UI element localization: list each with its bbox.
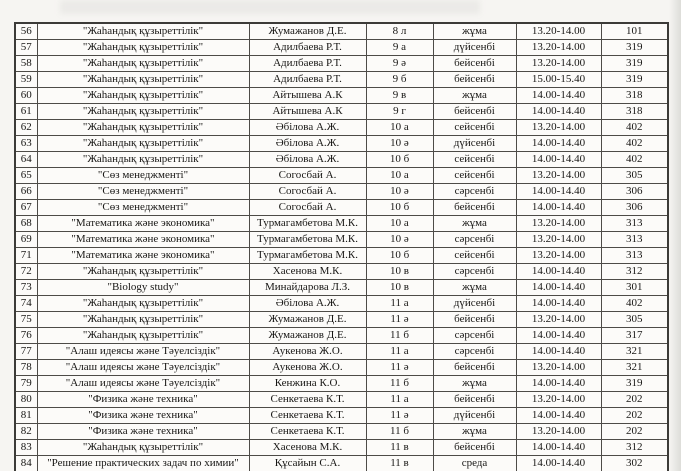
course-name-cell: "Жаһандық құзыреттілік" <box>37 23 249 40</box>
time-cell: 14.00-14.40 <box>516 376 601 392</box>
grade-cell: 9 в <box>366 88 433 104</box>
day-cell: сәрсенбі <box>433 328 516 344</box>
course-name-cell: "Алаш идеясы және Тәуелсіздік" <box>37 344 249 360</box>
course-name-cell: "Жаһандық құзыреттілік" <box>37 264 249 280</box>
table-row <box>15 120 668 136</box>
day-cell: сәрсенбі <box>433 264 516 280</box>
room-cell: 312 <box>601 264 668 280</box>
course-name-cell: "Физика және техника" <box>37 392 249 408</box>
teacher-name-cell: Турмагамбетова М.К. <box>249 232 366 248</box>
table-row <box>15 216 668 232</box>
grade-cell: 10 ә <box>366 184 433 200</box>
table-row <box>15 40 668 56</box>
teacher-name-cell: Әбілова А.Ж. <box>249 136 366 152</box>
course-name-cell: "Математика және экономика" <box>37 232 249 248</box>
day-cell: бейсенбі <box>433 360 516 376</box>
day-cell: жұма <box>433 216 516 232</box>
time-cell: 13.20-14.00 <box>516 232 601 248</box>
grade-cell: 11 б <box>366 328 433 344</box>
time-cell: 13.20-14.00 <box>516 360 601 376</box>
day-cell: сәрсенбі <box>433 184 516 200</box>
room-cell: 306 <box>601 184 668 200</box>
teacher-name-cell: Согосбай А. <box>249 200 366 216</box>
row-number-cell: 73 <box>15 280 37 296</box>
row-number-cell: 74 <box>15 296 37 312</box>
teacher-name-cell: Айтышева А.К <box>249 88 366 104</box>
grade-cell: 10 в <box>366 264 433 280</box>
room-cell: 313 <box>601 248 668 264</box>
row-number-cell: 68 <box>15 216 37 232</box>
room-cell: 301 <box>601 280 668 296</box>
grade-cell: 11 ә <box>366 360 433 376</box>
teacher-name-cell: Согосбай А. <box>249 168 366 184</box>
course-name-cell: "Жаһандық құзыреттілік" <box>37 104 249 120</box>
grade-cell: 11 б <box>366 424 433 440</box>
row-number-cell: 66 <box>15 184 37 200</box>
table-row <box>15 184 668 200</box>
course-name-cell: "Жаһандық құзыреттілік" <box>37 120 249 136</box>
grade-cell: 10 а <box>366 216 433 232</box>
row-number-cell: 76 <box>15 328 37 344</box>
room-cell: 305 <box>601 168 668 184</box>
grade-cell: 10 б <box>366 248 433 264</box>
day-cell: дүйсенбі <box>433 40 516 56</box>
table-row <box>15 408 668 424</box>
teacher-name-cell: Әбілова А.Ж. <box>249 120 366 136</box>
course-name-cell: "Алаш идеясы және Тәуелсіздік" <box>37 360 249 376</box>
teacher-name-cell: Хасенова М.К. <box>249 264 366 280</box>
table-row <box>15 280 668 296</box>
teacher-name-cell: Жумажанов Д.Е. <box>249 328 366 344</box>
row-number-cell: 60 <box>15 88 37 104</box>
course-name-cell: "Biology study" <box>37 280 249 296</box>
course-name-cell: "Жаһандық құзыреттілік" <box>37 296 249 312</box>
time-cell: 14.00-14.40 <box>516 280 601 296</box>
row-number-cell: 83 <box>15 440 37 456</box>
room-cell: 202 <box>601 392 668 408</box>
day-cell: сәрсенбі <box>433 232 516 248</box>
day-cell: жұма <box>433 88 516 104</box>
row-number-cell: 64 <box>15 152 37 168</box>
day-cell: сейсенбі <box>433 168 516 184</box>
time-cell: 14.00-14.40 <box>516 296 601 312</box>
grade-cell: 11 в <box>366 440 433 456</box>
grade-cell: 8 л <box>366 23 433 40</box>
course-name-cell: "Алаш идеясы және Тәуелсіздік" <box>37 376 249 392</box>
row-number-cell: 78 <box>15 360 37 376</box>
teacher-name-cell: Жумажанов Д.Е. <box>249 312 366 328</box>
teacher-name-cell: Согосбай А. <box>249 184 366 200</box>
time-cell: 14.00-14.40 <box>516 184 601 200</box>
teacher-name-cell: Хасенова М.К. <box>249 440 366 456</box>
table-row <box>15 56 668 72</box>
table-row <box>15 88 668 104</box>
grade-cell: 10 б <box>366 152 433 168</box>
scan-edge-shadow <box>669 0 681 471</box>
time-cell: 13.20-14.00 <box>516 424 601 440</box>
teacher-name-cell: Әбілова А.Ж. <box>249 296 366 312</box>
room-cell: 317 <box>601 328 668 344</box>
room-cell: 305 <box>601 312 668 328</box>
row-number-cell: 80 <box>15 392 37 408</box>
room-cell: 202 <box>601 424 668 440</box>
course-name-cell: "Сөз менеджменті" <box>37 200 249 216</box>
room-cell: 402 <box>601 152 668 168</box>
teacher-name-cell: Сенкетаева К.Т. <box>249 392 366 408</box>
table-row <box>15 136 668 152</box>
day-cell: бейсенбі <box>433 56 516 72</box>
grade-cell: 11 ә <box>366 312 433 328</box>
time-cell: 13.20-14.00 <box>516 248 601 264</box>
course-name-cell: "Жаһандық құзыреттілік" <box>37 136 249 152</box>
day-cell: дүйсенбі <box>433 408 516 424</box>
day-cell: среда <box>433 456 516 471</box>
table-row <box>15 200 668 216</box>
day-cell: жұма <box>433 376 516 392</box>
room-cell: 302 <box>601 456 668 471</box>
grade-cell: 9 ә <box>366 56 433 72</box>
time-cell: 13.20-14.00 <box>516 120 601 136</box>
time-cell: 13.20-14.00 <box>516 56 601 72</box>
table-row <box>15 296 668 312</box>
teacher-name-cell: Адилбаева Р.Т. <box>249 56 366 72</box>
row-number-cell: 82 <box>15 424 37 440</box>
row-number-cell: 59 <box>15 72 37 88</box>
teacher-name-cell: Айтышева А.К <box>249 104 366 120</box>
course-name-cell: "Жаһандық құзыреттілік" <box>37 312 249 328</box>
course-name-cell: "Сөз менеджменті" <box>37 168 249 184</box>
teacher-name-cell: Құсайын С.А. <box>249 456 366 471</box>
row-number-cell: 62 <box>15 120 37 136</box>
room-cell: 101 <box>601 23 668 40</box>
schedule-table <box>14 22 669 471</box>
teacher-name-cell: Аукенова Ж.О. <box>249 360 366 376</box>
teacher-name-cell: Минайдарова Л.З. <box>249 280 366 296</box>
grade-cell: 9 б <box>366 72 433 88</box>
room-cell: 321 <box>601 344 668 360</box>
room-cell: 318 <box>601 104 668 120</box>
grade-cell: 9 а <box>366 40 433 56</box>
course-name-cell: "Жаһандық құзыреттілік" <box>37 88 249 104</box>
day-cell: сейсенбі <box>433 248 516 264</box>
day-cell: бейсенбі <box>433 72 516 88</box>
row-number-cell: 75 <box>15 312 37 328</box>
time-cell: 14.00-14.40 <box>516 200 601 216</box>
teacher-name-cell: Сенкетаева К.Т. <box>249 424 366 440</box>
course-name-cell: "Жаһандық құзыреттілік" <box>37 440 249 456</box>
teacher-name-cell: Адилбаева Р.Т. <box>249 72 366 88</box>
table-row <box>15 456 668 471</box>
teacher-name-cell: Адилбаева Р.Т. <box>249 40 366 56</box>
room-cell: 319 <box>601 72 668 88</box>
table-row <box>15 104 668 120</box>
grade-cell: 11 а <box>366 344 433 360</box>
grade-cell: 11 б <box>366 376 433 392</box>
grade-cell: 10 ә <box>366 136 433 152</box>
time-cell: 13.20-14.00 <box>516 216 601 232</box>
time-cell: 14.00-14.40 <box>516 344 601 360</box>
row-number-cell: 65 <box>15 168 37 184</box>
course-name-cell: "Физика және техника" <box>37 424 249 440</box>
row-number-cell: 81 <box>15 408 37 424</box>
day-cell: бейсенбі <box>433 440 516 456</box>
grade-cell: 10 ә <box>366 232 433 248</box>
course-name-cell: "Жаһандық құзыреттілік" <box>37 328 249 344</box>
room-cell: 402 <box>601 120 668 136</box>
course-name-cell: "Сөз менеджменті" <box>37 184 249 200</box>
time-cell: 14.00-14.40 <box>516 440 601 456</box>
table-row <box>15 264 668 280</box>
day-cell: сейсенбі <box>433 152 516 168</box>
room-cell: 312 <box>601 440 668 456</box>
grade-cell: 10 а <box>366 120 433 136</box>
time-cell: 13.20-14.00 <box>516 392 601 408</box>
grade-cell: 11 в <box>366 456 433 471</box>
room-cell: 319 <box>601 40 668 56</box>
room-cell: 321 <box>601 360 668 376</box>
time-cell: 14.00-14.40 <box>516 408 601 424</box>
room-cell: 313 <box>601 216 668 232</box>
teacher-name-cell: Жумажанов Д.Е. <box>249 23 366 40</box>
teacher-name-cell: Турмагамбетова М.К. <box>249 248 366 264</box>
room-cell: 202 <box>601 408 668 424</box>
time-cell: 15.00-15.40 <box>516 72 601 88</box>
time-cell: 14.00-14.40 <box>516 328 601 344</box>
day-cell: бейсенбі <box>433 200 516 216</box>
row-number-cell: 69 <box>15 232 37 248</box>
time-cell: 13.20-14.00 <box>516 23 601 40</box>
grade-cell: 10 б <box>366 200 433 216</box>
row-number-cell: 84 <box>15 456 37 471</box>
table-row <box>15 440 668 456</box>
course-name-cell: "Жаһандық құзыреттілік" <box>37 40 249 56</box>
row-number-cell: 58 <box>15 56 37 72</box>
table-row <box>15 360 668 376</box>
row-number-cell: 63 <box>15 136 37 152</box>
schedule-table-body <box>15 23 668 471</box>
room-cell: 402 <box>601 136 668 152</box>
day-cell: бейсенбі <box>433 392 516 408</box>
row-number-cell: 61 <box>15 104 37 120</box>
day-cell: сейсенбі <box>433 120 516 136</box>
teacher-name-cell: Турмагамбетова М.К. <box>249 216 366 232</box>
course-name-cell: "Физика және техника" <box>37 408 249 424</box>
table-row <box>15 168 668 184</box>
course-name-cell: "Математика және экономика" <box>37 216 249 232</box>
row-number-cell: 67 <box>15 200 37 216</box>
course-name-cell: "Решение практических задач по химии" <box>37 456 249 471</box>
table-row <box>15 23 668 40</box>
row-number-cell: 71 <box>15 248 37 264</box>
time-cell: 13.20-14.00 <box>516 312 601 328</box>
day-cell: жұма <box>433 23 516 40</box>
table-row <box>15 152 668 168</box>
teacher-name-cell: Аукенова Ж.О. <box>249 344 366 360</box>
table-row <box>15 72 668 88</box>
table-row <box>15 328 668 344</box>
time-cell: 14.00-14.40 <box>516 88 601 104</box>
day-cell: дүйсенбі <box>433 136 516 152</box>
teacher-name-cell: Сенкетаева К.Т. <box>249 408 366 424</box>
row-number-cell: 56 <box>15 23 37 40</box>
teacher-name-cell: Кенжина К.О. <box>249 376 366 392</box>
room-cell: 313 <box>601 232 668 248</box>
room-cell: 402 <box>601 296 668 312</box>
table-row <box>15 376 668 392</box>
row-number-cell: 77 <box>15 344 37 360</box>
teacher-name-cell: Әбілова А.Ж. <box>249 152 366 168</box>
day-cell: дүйсенбі <box>433 296 516 312</box>
course-name-cell: "Жаһандық құзыреттілік" <box>37 72 249 88</box>
day-cell: сәрсенбі <box>433 344 516 360</box>
grade-cell: 11 ә <box>366 408 433 424</box>
time-cell: 14.00-14.40 <box>516 136 601 152</box>
room-cell: 319 <box>601 376 668 392</box>
grade-cell: 11 а <box>366 392 433 408</box>
room-cell: 319 <box>601 56 668 72</box>
table-row <box>15 248 668 264</box>
table-row <box>15 424 668 440</box>
table-row <box>15 392 668 408</box>
time-cell: 14.00-14.40 <box>516 104 601 120</box>
time-cell: 14.00-14.40 <box>516 264 601 280</box>
time-cell: 14.00-14.40 <box>516 456 601 471</box>
course-name-cell: "Жаһандық құзыреттілік" <box>37 152 249 168</box>
grade-cell: 9 г <box>366 104 433 120</box>
day-cell: жұма <box>433 424 516 440</box>
course-name-cell: "Жаһандық құзыреттілік" <box>37 56 249 72</box>
table-row <box>15 344 668 360</box>
room-cell: 318 <box>601 88 668 104</box>
time-cell: 14.00-14.40 <box>516 152 601 168</box>
course-name-cell: "Математика және экономика" <box>37 248 249 264</box>
row-number-cell: 72 <box>15 264 37 280</box>
scan-artifact-smudge <box>60 0 480 14</box>
time-cell: 13.20-14.00 <box>516 40 601 56</box>
grade-cell: 10 а <box>366 168 433 184</box>
day-cell: жұма <box>433 280 516 296</box>
grade-cell: 11 а <box>366 296 433 312</box>
table-row <box>15 312 668 328</box>
day-cell: бейсенбі <box>433 104 516 120</box>
table-row <box>15 232 668 248</box>
grade-cell: 10 в <box>366 280 433 296</box>
row-number-cell: 79 <box>15 376 37 392</box>
time-cell: 13.20-14.00 <box>516 168 601 184</box>
row-number-cell: 57 <box>15 40 37 56</box>
day-cell: бейсенбі <box>433 312 516 328</box>
room-cell: 306 <box>601 200 668 216</box>
